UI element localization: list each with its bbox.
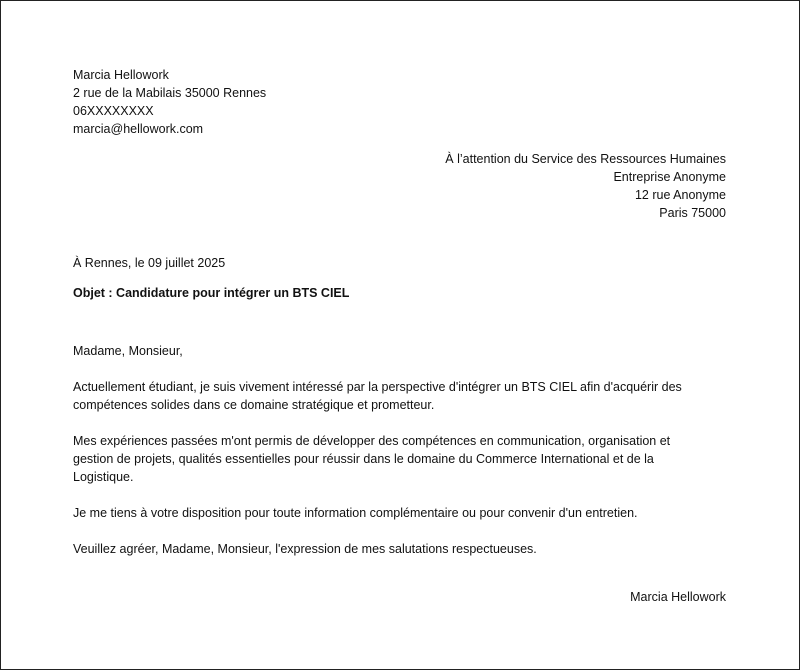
signature: Marcia Hellowork — [630, 590, 726, 604]
sender-name: Marcia Hellowork — [73, 68, 169, 82]
closing-paragraph: Veuillez agréer, Madame, Monsieur, l'expression de mes salutations respectueuses. — [73, 542, 537, 556]
paragraph: Actuellement étudiant, je suis vivement intéressé par la perspective d'intégrer un BTS CIEL afin d'acquérir des compétences solides dans ce domaine stratégique et prometteur. — [73, 380, 682, 412]
paragraph: Je me tiens à votre disposition pour toute information complémentaire ou pour convenir d'un entretien. — [73, 506, 638, 520]
letter-body — [73, 342, 713, 576]
sender-email: marcia@hellowork.com — [73, 122, 204, 136]
recipient-attention: À l’attention du Service des Ressources Humaines — [445, 152, 726, 166]
recipient-street: 12 rue Anonyme — [634, 188, 726, 202]
date-line: À Rennes, le 09 juillet 2025 — [73, 256, 226, 270]
recipient-block — [445, 150, 726, 222]
sender-address: 2 rue de la Mabilais 35000 Rennes — [73, 86, 267, 100]
paragraph: Mes expériences passées m'ont permis de développer des compétences en communication, organisation et gestion de projets, qualités essentielles pour réussir dans le domaine du Commerce International et de la Logistique. — [73, 434, 671, 484]
recipient-city: Paris 75000 — [659, 206, 726, 220]
sender-phone: 06XXXXXXXX — [73, 104, 154, 118]
subject-line: Objet : Candidature pour intégrer un BTS CIEL — [73, 286, 350, 300]
salutation: Madame, Monsieur, — [73, 344, 183, 358]
sender-block — [73, 66, 266, 138]
recipient-company: Entreprise Anonyme — [613, 170, 726, 184]
